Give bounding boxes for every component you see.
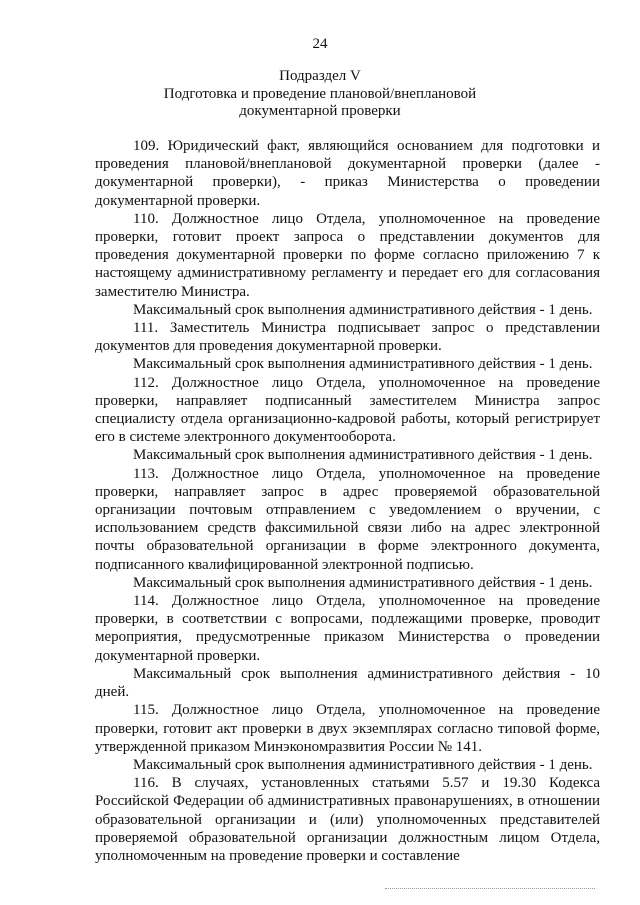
document-body	[95, 137, 600, 865]
paragraph-110: 110. Должностное лицо Отдела, уполномоченное на проведение проверки, готовит проект запроса о представлении документов для проведения документарной проверки по форме согласно приложению 7 к настоящему административному регламенту и передает его для согласования заместителю Министра.	[95, 210, 600, 300]
deadline-note: Максимальный срок выполнения административного действия - 1 день.	[133, 574, 593, 591]
paragraph-111: 111. Заместитель Министра подписывает запрос о представлении документов для проведения документарной проверки.	[95, 320, 600, 355]
paragraph-115: 115. Должностное лицо Отдела, уполномоченное на проведение проверки, готовит акт проверки в двух экземплярах согласно типовой форме, утвержденной приказом Минэкономразвития России № 141.	[95, 702, 600, 755]
page-number: 24	[312, 36, 328, 52]
scan-edge-artifact	[385, 888, 595, 890]
paragraph-109: 109. Юридический факт, являющийся основанием для подготовки и проведения плановой/внеплановой документарной проверки (далее - документарной проверки), - приказ Министерства о проведении документарной проверки.	[95, 138, 600, 209]
paragraph-112: 112. Должностное лицо Отдела, уполномоченное на проведение проверки, направляет подписанный заместителем Министра запрос специалисту отдела организационно-кадровой работы, который регистрирует его в системе электронного документооборота.	[95, 374, 600, 446]
deadline-note: Максимальный срок выполнения административного действия - 1 день.	[133, 756, 593, 773]
section-heading	[60, 68, 580, 121]
deadline-note: Максимальный срок выполнения административного действия - 1 день.	[133, 447, 593, 464]
deadline-note: Максимальный срок выполнения административного действия - 10 дней.	[95, 665, 600, 701]
heading-line-2: Подготовка и проведение плановой/внеплановой	[163, 85, 477, 102]
paragraph-116: 116. В случаях, установленных статьями 5.57 и 19.30 Кодекса Российской Федерации об административных правонарушениях, в отношении образовательной организации и (или) уполномоченных представителей проверяемой образовательной организации должностным лицом Отдела, уполномоченным на проведение проверки и составление	[95, 775, 600, 864]
subsection-title: Подраздел V	[279, 68, 361, 84]
paragraph-114: 114. Должностное лицо Отдела, уполномоченное на проведение проверки, в соответствии с вопросами, подлежащими проверке, проводит мероприятия, предусмотренные приказом Министерства о проведении документарной проверки.	[95, 593, 600, 664]
deadline-note: Максимальный срок выполнения административного действия - 1 день.	[133, 301, 593, 318]
heading-line-3: документарной проверки	[239, 103, 401, 120]
deadline-note: Максимальный срок выполнения административного действия - 1 день.	[133, 356, 593, 373]
paragraph-113: 113. Должностное лицо Отдела, уполномоченное на проведение проверки, направляет запрос в адрес проверяемой образовательной организации почтовым отправлением с уведомлением о вручении, с использованием средств факсимильной связи либо на адрес электронной почты образовательной организации в форме электронного документа, подписанного квалифицированной электронной подписью.	[95, 465, 600, 573]
